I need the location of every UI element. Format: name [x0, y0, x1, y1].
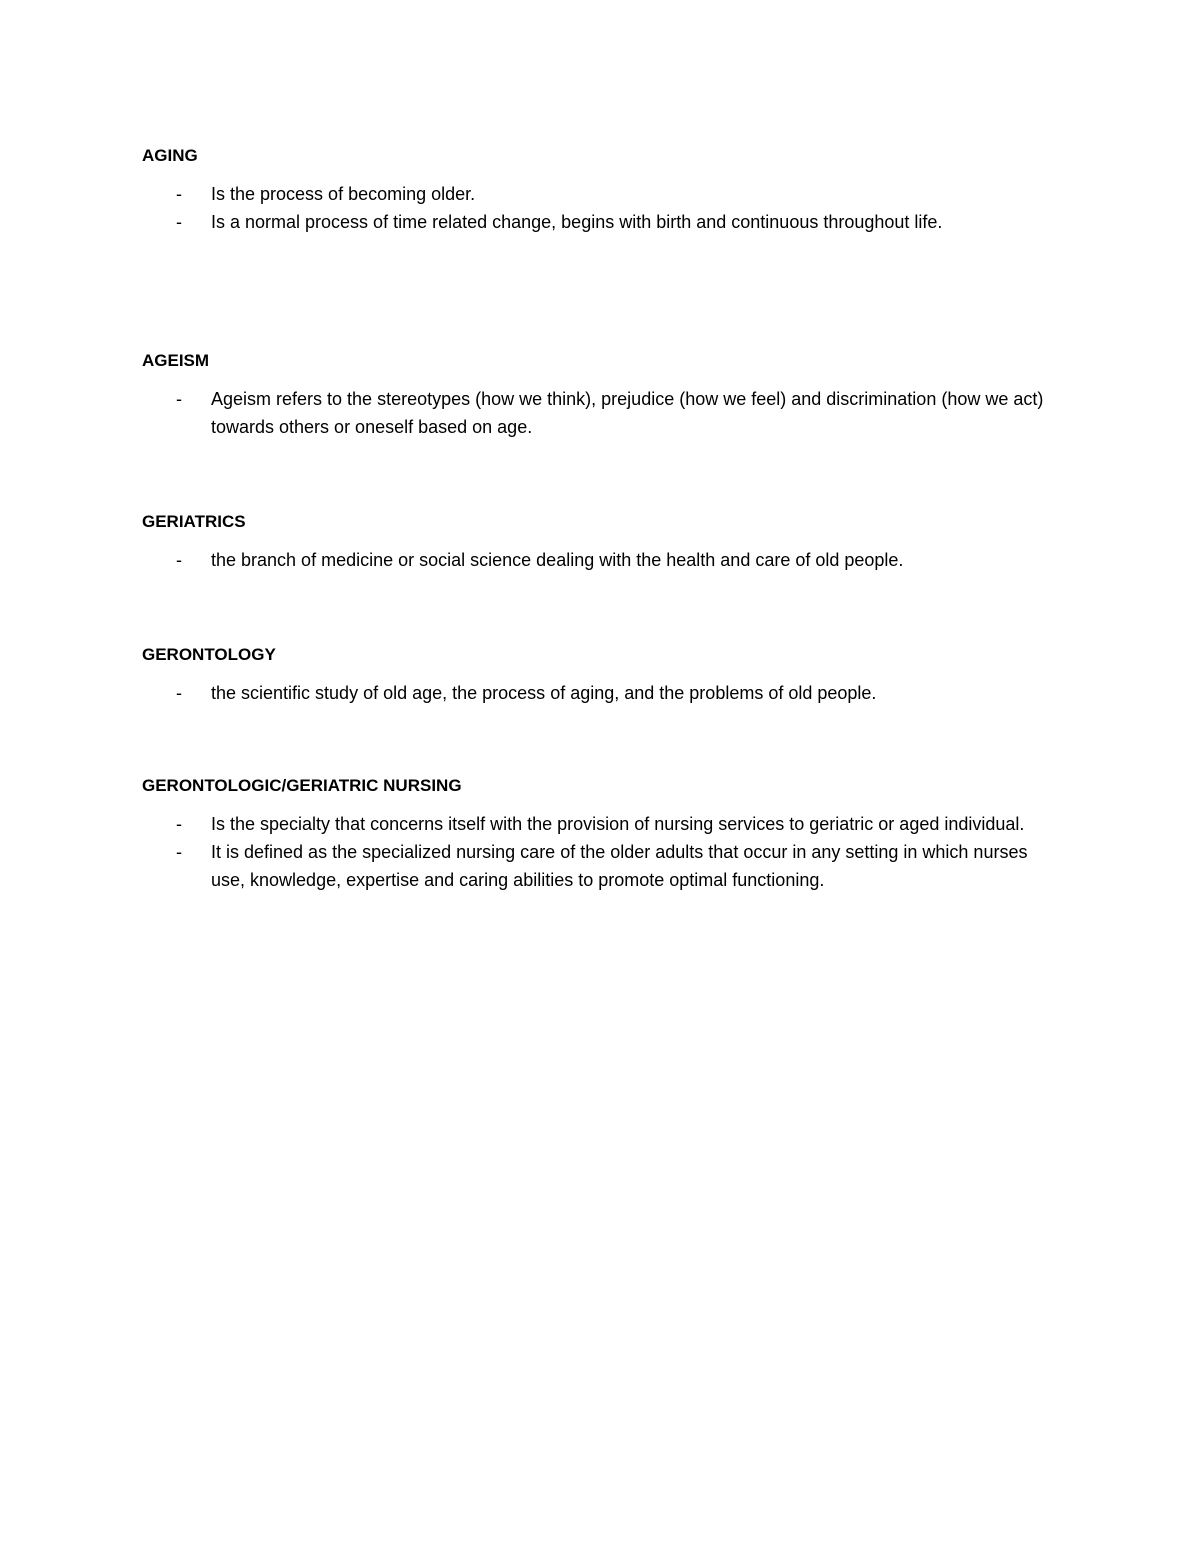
- dash-bullet: -: [176, 550, 182, 570]
- list-item: [142, 180, 1062, 208]
- list-item-text: Ageism refers to the stereotypes (how we think), prejudice (how we feel) and discrimination (how we act) towards others or oneself based on age.: [211, 389, 1044, 437]
- dash-bullet: -: [176, 842, 182, 862]
- dash-bullet: -: [176, 814, 182, 834]
- section-gerontologic-nursing: [142, 776, 1062, 894]
- section-heading: AGEISM: [142, 351, 210, 370]
- section-heading: AGING: [142, 146, 198, 165]
- list-item: [142, 546, 1062, 574]
- section-heading: GERIATRICS: [142, 512, 246, 531]
- list-item: [142, 810, 1062, 838]
- dash-bullet: -: [176, 212, 182, 232]
- list-item-text: the branch of medicine or social science dealing with the health and care of old people.: [211, 550, 904, 570]
- list-item-text: Is the process of becoming older.: [211, 184, 476, 204]
- list-item: [142, 385, 1062, 441]
- list-item-text: the scientific study of old age, the process of aging, and the problems of old people.: [211, 683, 877, 703]
- section-ageism: [142, 351, 1062, 441]
- list-item: [142, 208, 1062, 236]
- list-item: [142, 679, 1062, 707]
- dash-bullet: -: [176, 683, 182, 703]
- dash-bullet: -: [176, 184, 182, 204]
- section-heading: GERONTOLOGY: [142, 645, 276, 664]
- section-gerontology: [142, 645, 1062, 707]
- section-aging: [142, 146, 1062, 236]
- section-heading: GERONTOLOGIC/GERIATRIC NURSING: [142, 776, 462, 795]
- dash-bullet: -: [176, 389, 182, 409]
- list-item-text: It is defined as the specialized nursing care of the older adults that occur in any setting in which nurses use, knowledge, expertise and caring abilities to promote optimal functioning.: [211, 842, 1028, 890]
- list-item: [142, 838, 1062, 894]
- section-geriatrics: [142, 512, 1062, 574]
- list-item-text: Is a normal process of time related change, begins with birth and continuous throughout life.: [211, 212, 943, 232]
- list-item-text: Is the specialty that concerns itself with the provision of nursing services to geriatric or aged individual.: [211, 814, 1025, 834]
